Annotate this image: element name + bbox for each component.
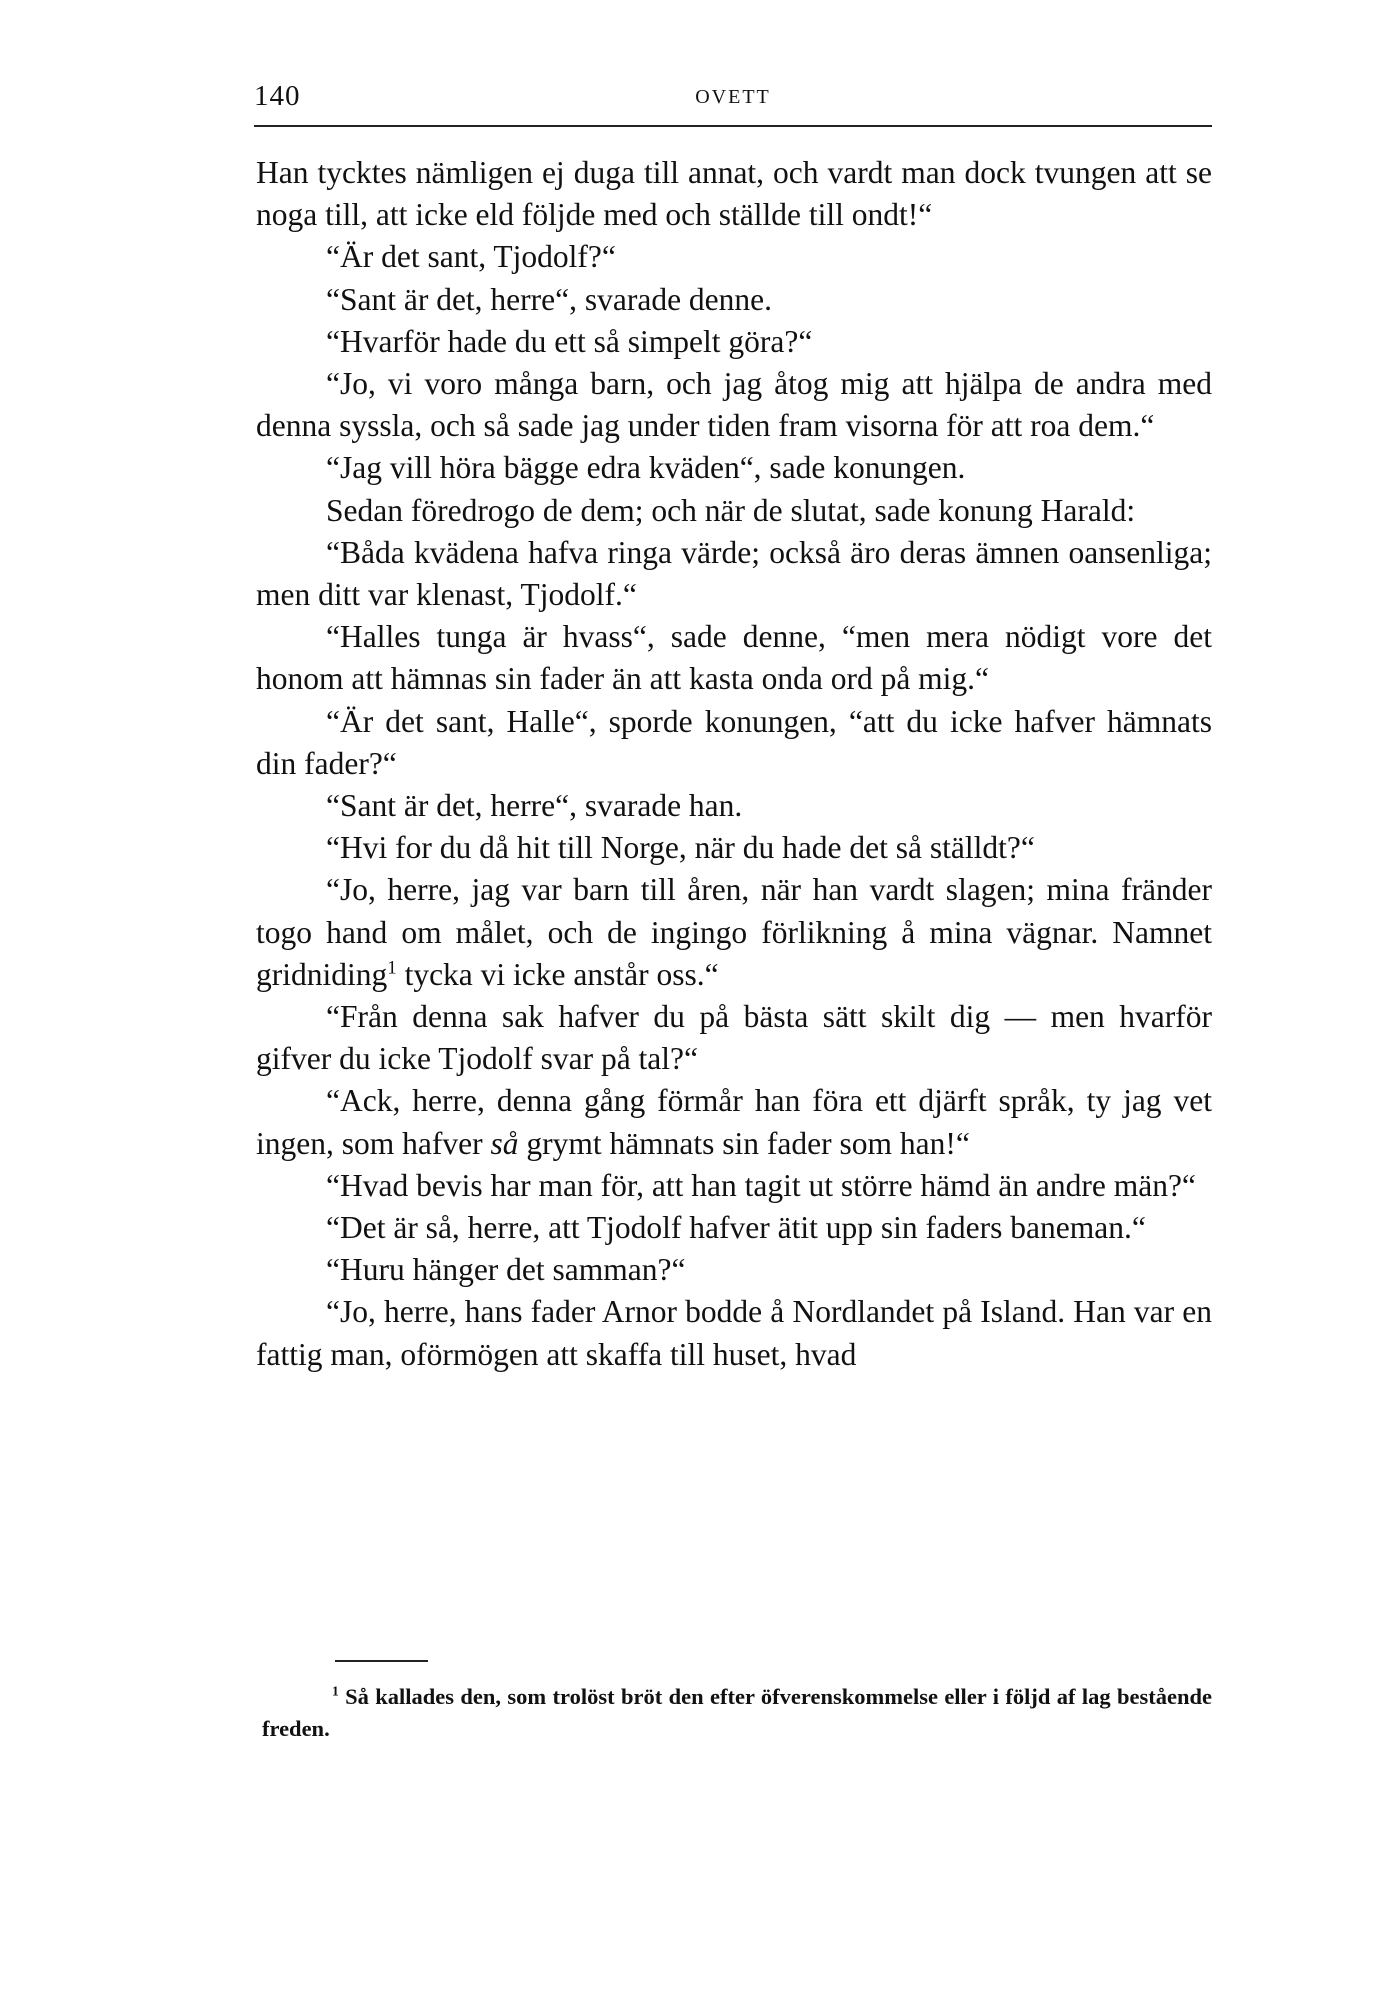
footnote-rule (335, 1660, 428, 1662)
paragraph-17: “Det är så, herre, att Tjodolf hafver ätit upp sin faders baneman.“ (326, 1210, 1146, 1246)
paragraph-15-text-after: grymt hämnats sin fader som han!“ (518, 1125, 970, 1161)
footnote-text: Så kallades den, som trolöst bröt den efter öfverenskommelse eller i följd af lag bestående freden. (262, 1684, 1212, 1741)
paragraph-13-text-before: “Jo, herre, jag var barn till åren, när han vardt slagen; mina fränder togo hand om målet, och de ingingo förlikning å mina vägnar. Namnet gridniding (256, 872, 1212, 992)
body-text (256, 152, 1212, 1376)
paragraph-11: “Sant är det, herre“, svarade han. (326, 788, 743, 824)
emphasis-text: så (490, 1125, 519, 1161)
page-header (254, 80, 1212, 124)
paragraph-9: “Halles tunga är hvass“, sade denne, “men mera nödigt vore det honom att hämnas sin fader än att kasta onda ord på mig.“ (256, 619, 1212, 697)
paragraph-15 (256, 1080, 1212, 1164)
header-rule (254, 125, 1212, 127)
paragraph-6: “Jag vill höra bägge edra kväden“, sade konungen. (326, 450, 966, 486)
paragraph-14: “Från denna sak hafver du på bästa sätt skilt dig — men hvarför gifver du icke Tjodolf svar på tal?“ (256, 999, 1212, 1077)
paragraph-1: Han tycktes nämligen ej duga till annat, och vardt man dock tvungen att se noga till, att icke eld följde med och ställde till ondt!“ (256, 155, 1212, 233)
paragraph-16: “Hvad bevis har man för, att han tagit ut större hämd än andre män?“ (326, 1167, 1196, 1203)
paragraph-19: “Jo, herre, hans fader Arnor bodde å Nordlandet på Island. Han var en fattig man, oförmögen att skaffa till huset, hvad (256, 1294, 1212, 1372)
footnote (262, 1681, 1212, 1745)
page-number: 140 (254, 80, 301, 112)
footnote-reference: 1 (387, 957, 397, 979)
paragraph-12: “Hvi for du då hit till Norge, när du hade det så ställdt?“ (326, 830, 1035, 866)
footnote-marker: 1 (332, 1683, 339, 1699)
paragraph-13-text-after: tycka vi icke anstår oss.“ (396, 956, 719, 992)
paragraph-7: Sedan föredrogo de dem; och när de slutat, sade konung Harald: (326, 492, 1136, 528)
paragraph-5: “Jo, vi voro många barn, och jag åtog mig att hjälpa de andra med denna syssla, och så sade jag under tiden fram visorna för att roa dem.“ (256, 366, 1212, 444)
paragraph-18: “Huru hänger det samman?“ (326, 1252, 686, 1288)
running-head: OVETT (695, 86, 771, 108)
paragraph-8: “Båda kvädena hafva ringa värde; också äro deras ämnen oansenliga; men ditt var klenast, Tjodolf.“ (256, 534, 1212, 613)
paragraph-13 (256, 869, 1212, 996)
paragraph-4: “Hvarför hade du ett så simpelt göra?“ (326, 323, 813, 359)
paragraph-3: “Sant är det, herre“, svarade denne. (326, 281, 773, 317)
paragraph-15-text-before: “Ack, herre, denna gång förmår han föra ett djärft språk, ty jag vet ingen, som hafver (256, 1083, 1212, 1161)
paragraph-10: “Är det sant, Halle“, sporde konungen, “att du icke hafver hämnats din fader?“ (256, 703, 1212, 781)
paragraph-2: “Är det sant, Tjodolf?“ (326, 239, 616, 275)
